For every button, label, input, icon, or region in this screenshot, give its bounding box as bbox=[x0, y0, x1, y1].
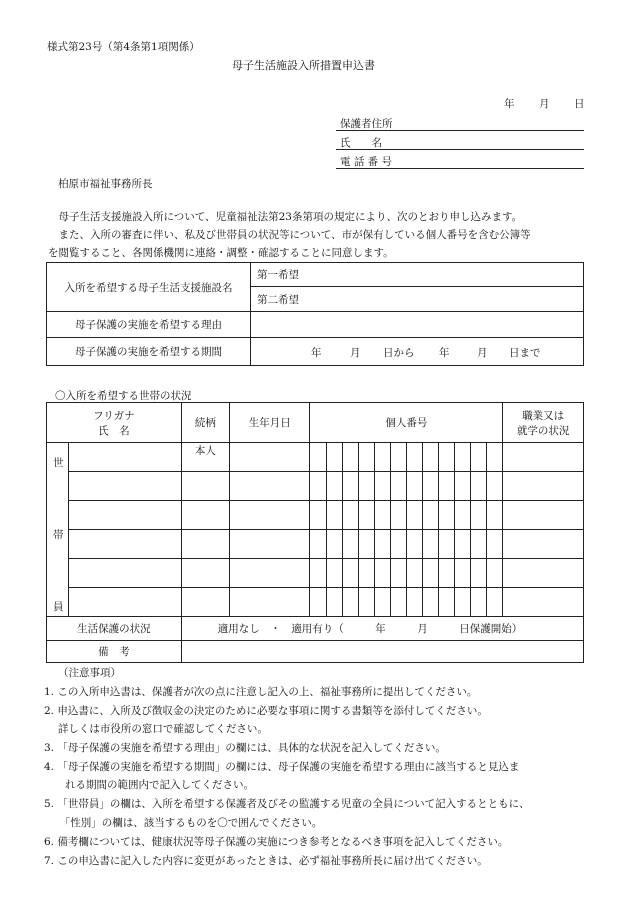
period-year-2: 年 bbox=[439, 347, 450, 359]
household-member-row bbox=[47, 501, 584, 530]
member-birthdate-cell[interactable] bbox=[230, 530, 310, 559]
member-mynumber-digit-cell[interactable] bbox=[487, 443, 503, 472]
member-name-cell[interactable] bbox=[69, 530, 182, 559]
household-side-char: 帯 bbox=[53, 529, 64, 541]
member-relation-self: 本人 bbox=[194, 445, 216, 457]
household-table bbox=[46, 402, 584, 663]
member-job-cell[interactable] bbox=[503, 530, 584, 559]
period-year-1: 年 bbox=[311, 347, 322, 359]
job-header-line-2: 就学の状況 bbox=[516, 424, 570, 437]
note-item-1: 1. この入所申込書は、保護者が次の点に注意し記入の上、福祉事務所に提出してください。 bbox=[44, 686, 478, 698]
member-mynumber-digit-cell[interactable] bbox=[390, 443, 406, 472]
member-mynumber-digit-cell[interactable] bbox=[406, 501, 422, 530]
note-item-5-cont: 「性別」の欄は、該当するものを〇で囲んでください。 bbox=[44, 817, 323, 829]
relation-header: 続柄 bbox=[181, 403, 229, 443]
furigana-name-header bbox=[47, 403, 182, 443]
member-name-cell[interactable] bbox=[69, 588, 182, 617]
first-choice-cell[interactable] bbox=[251, 263, 584, 287]
note-item-2: 2. 申込書に、入所及び徴収金の決定のために必要な事項に関する書類等を添付してください。 bbox=[44, 705, 488, 717]
member-mynumber-digit-cell[interactable] bbox=[406, 472, 422, 501]
member-job-cell[interactable] bbox=[503, 588, 584, 617]
period-day-from: 日から bbox=[383, 347, 415, 359]
member-mynumber-digit-cell[interactable] bbox=[390, 588, 406, 617]
member-mynumber-digit-cell[interactable] bbox=[406, 530, 422, 559]
member-mynumber-digit-cell[interactable] bbox=[471, 443, 487, 472]
member-mynumber-digit-cell[interactable] bbox=[455, 472, 471, 501]
job-header bbox=[503, 403, 584, 443]
member-job-cell[interactable] bbox=[503, 443, 584, 472]
member-relation-cell[interactable] bbox=[181, 501, 229, 530]
furigana-header: フリガナ bbox=[93, 409, 135, 422]
member-mynumber-digit-cell[interactable] bbox=[487, 588, 503, 617]
period-month-2: 月 bbox=[477, 347, 488, 359]
phone-field[interactable] bbox=[336, 168, 584, 169]
member-mynumber-digit-cell[interactable] bbox=[310, 530, 326, 559]
member-mynumber-digit-cell[interactable] bbox=[326, 501, 342, 530]
member-relation-cell[interactable] bbox=[181, 530, 229, 559]
remarks-label: 備 考 bbox=[98, 646, 130, 658]
member-mynumber-digit-cell[interactable] bbox=[422, 443, 438, 472]
member-mynumber-digit-cell[interactable] bbox=[342, 443, 358, 472]
member-relation-cell[interactable] bbox=[181, 472, 229, 501]
member-relation-cell[interactable] bbox=[181, 588, 229, 617]
note-item-2-cont: 詳しくは市役所の窓口で確認してください。 bbox=[44, 723, 268, 735]
reason-field[interactable] bbox=[251, 312, 584, 338]
date-month-label: 月 bbox=[539, 98, 550, 110]
date-day-label: 日 bbox=[574, 98, 585, 110]
notes-heading: （注意事項） bbox=[58, 667, 121, 679]
period-month-1: 月 bbox=[350, 347, 361, 359]
welfare-label-cell bbox=[47, 617, 182, 641]
member-mynumber-digit-cell[interactable] bbox=[310, 501, 326, 530]
member-mynumber-digit-cell[interactable] bbox=[326, 443, 342, 472]
member-mynumber-digit-cell[interactable] bbox=[487, 530, 503, 559]
member-mynumber-digit-cell[interactable] bbox=[390, 472, 406, 501]
facility-label: 入所を希望する母子生活支援施設名 bbox=[64, 281, 233, 294]
second-choice-label: 第二希望 bbox=[257, 293, 299, 306]
note-item-4-cont: れる期間の範囲内で記入してください。 bbox=[44, 779, 254, 791]
member-mynumber-digit-cell[interactable] bbox=[326, 530, 342, 559]
member-birthdate-cell[interactable] bbox=[230, 588, 310, 617]
household-side-label bbox=[47, 443, 69, 617]
member-mynumber-digit-cell[interactable] bbox=[455, 443, 471, 472]
member-job-cell[interactable] bbox=[503, 559, 584, 588]
member-mynumber-digit-cell[interactable] bbox=[439, 472, 455, 501]
welfare-value: 適用なし ・ 適用有り（ 年 月 日保護開始） bbox=[217, 623, 523, 635]
member-mynumber-digit-cell[interactable] bbox=[374, 559, 390, 588]
address-field[interactable] bbox=[336, 130, 584, 131]
second-choice-cell[interactable] bbox=[251, 287, 584, 312]
member-mynumber-digit-cell[interactable] bbox=[326, 588, 342, 617]
member-mynumber-digit-cell[interactable] bbox=[310, 443, 326, 472]
note-item-5: 5. 「世帯員」の欄は、入所を希望する保護者及びその監護する児童の全員について記入するとともに、 bbox=[44, 798, 530, 810]
welfare-label: 生活保護の状況 bbox=[77, 623, 151, 635]
form-number: 様式第23号（第4条第1項関係） bbox=[47, 41, 200, 53]
member-birthdate-cell[interactable] bbox=[230, 501, 310, 530]
member-mynumber-digit-cell[interactable] bbox=[390, 530, 406, 559]
household-member-row bbox=[47, 559, 584, 588]
facility-label-cell bbox=[47, 263, 251, 312]
name-label: 氏 名 bbox=[340, 137, 382, 149]
period-label-cell bbox=[47, 338, 251, 366]
member-mynumber-digit-cell[interactable] bbox=[471, 588, 487, 617]
address-label: 保護者住所 bbox=[340, 118, 393, 130]
mynumber-header: 個人番号 bbox=[310, 403, 503, 443]
member-mynumber-digit-cell[interactable] bbox=[358, 501, 374, 530]
member-mynumber-digit-cell[interactable] bbox=[342, 559, 358, 588]
member-mynumber-digit-cell[interactable] bbox=[471, 501, 487, 530]
member-mynumber-digit-cell[interactable] bbox=[358, 472, 374, 501]
member-mynumber-digit-cell[interactable] bbox=[487, 501, 503, 530]
household-member-row bbox=[47, 472, 584, 501]
job-header-line-1: 職業又は bbox=[522, 409, 565, 422]
household-side-char: 世 bbox=[53, 457, 64, 469]
first-choice-label: 第一希望 bbox=[257, 269, 299, 281]
member-mynumber-digit-cell[interactable] bbox=[439, 588, 455, 617]
member-mynumber-digit-cell[interactable] bbox=[455, 559, 471, 588]
household-member-row bbox=[47, 443, 584, 472]
member-birthdate-cell[interactable] bbox=[230, 443, 310, 472]
member-mynumber-digit-cell[interactable] bbox=[487, 472, 503, 501]
member-mynumber-digit-cell[interactable] bbox=[390, 501, 406, 530]
member-mynumber-digit-cell[interactable] bbox=[358, 588, 374, 617]
member-mynumber-digit-cell[interactable] bbox=[310, 588, 326, 617]
birthdate-header: 生年月日 bbox=[230, 403, 310, 443]
member-mynumber-digit-cell[interactable] bbox=[455, 588, 471, 617]
member-mynumber-digit-cell[interactable] bbox=[406, 559, 422, 588]
household-member-row bbox=[47, 588, 584, 617]
period-field[interactable] bbox=[251, 338, 584, 366]
member-relation-cell[interactable] bbox=[181, 559, 229, 588]
reason-label: 母子保護の実施を希望する理由 bbox=[75, 319, 222, 331]
name-field[interactable] bbox=[336, 149, 584, 150]
note-item-6: 6. 備考欄については、健康状況等母子保護の実施につき参考となるべき事項を記入してください。 bbox=[44, 836, 509, 848]
member-birthdate-cell[interactable] bbox=[230, 559, 310, 588]
member-relation-cell[interactable] bbox=[181, 443, 229, 472]
member-name-cell[interactable] bbox=[69, 559, 182, 588]
member-mynumber-digit-cell[interactable] bbox=[390, 559, 406, 588]
welfare-field[interactable] bbox=[181, 617, 583, 641]
member-name-cell[interactable] bbox=[69, 472, 182, 501]
member-mynumber-digit-cell[interactable] bbox=[471, 472, 487, 501]
name-header: 氏 名 bbox=[98, 424, 130, 437]
member-name-cell[interactable] bbox=[69, 501, 182, 530]
member-mynumber-digit-cell[interactable] bbox=[326, 472, 342, 501]
member-mynumber-digit-cell[interactable] bbox=[439, 443, 455, 472]
member-mynumber-digit-cell[interactable] bbox=[374, 443, 390, 472]
period-label: 母子保護の実施を希望する期間 bbox=[75, 346, 222, 358]
note-item-7: 7. この申込書に記入した内容に変更があったときは、必ず福祉事務所長に届け出てください。 bbox=[44, 855, 488, 867]
member-mynumber-digit-cell[interactable] bbox=[342, 501, 358, 530]
member-mynumber-digit-cell[interactable] bbox=[342, 530, 358, 559]
member-mynumber-digit-cell[interactable] bbox=[406, 588, 422, 617]
member-mynumber-digit-cell[interactable] bbox=[374, 530, 390, 559]
member-mynumber-digit-cell[interactable] bbox=[422, 472, 438, 501]
facility-table bbox=[46, 262, 584, 366]
member-mynumber-digit-cell[interactable] bbox=[342, 472, 358, 501]
member-mynumber-digit-cell[interactable] bbox=[310, 472, 326, 501]
member-mynumber-digit-cell[interactable] bbox=[310, 559, 326, 588]
member-mynumber-digit-cell[interactable] bbox=[455, 501, 471, 530]
member-mynumber-digit-cell[interactable] bbox=[358, 530, 374, 559]
member-birthdate-cell[interactable] bbox=[230, 472, 310, 501]
phone-label: 電 話 番 号 bbox=[340, 156, 393, 168]
member-mynumber-digit-cell[interactable] bbox=[422, 559, 438, 588]
addressee: 柏原市福祉事務所長 bbox=[58, 178, 153, 190]
member-mynumber-digit-cell[interactable] bbox=[422, 530, 438, 559]
member-mynumber-digit-cell[interactable] bbox=[439, 530, 455, 559]
household-side-char: 員 bbox=[53, 601, 64, 613]
member-mynumber-digit-cell[interactable] bbox=[406, 443, 422, 472]
member-mynumber-digit-cell[interactable] bbox=[439, 501, 455, 530]
reason-label-cell bbox=[47, 312, 251, 338]
member-mynumber-digit-cell[interactable] bbox=[422, 501, 438, 530]
intro-line-2: また、入所の審査に伴い、私及び世帯員の状況等について、市が保有している個人番号を含む公簿等 bbox=[48, 229, 531, 241]
note-item-4: 4. 「母子保護の実施を希望する期間」の欄には、母子保護の実施を希望する理由に該当すると見込ま bbox=[44, 761, 520, 773]
member-mynumber-digit-cell[interactable] bbox=[455, 530, 471, 559]
member-mynumber-digit-cell[interactable] bbox=[374, 472, 390, 501]
member-mynumber-digit-cell[interactable] bbox=[471, 559, 487, 588]
household-member-row bbox=[47, 530, 584, 559]
page-title: 母子生活施設入所措置申込書 bbox=[232, 59, 375, 72]
member-mynumber-digit-cell[interactable] bbox=[326, 559, 342, 588]
member-mynumber-digit-cell[interactable] bbox=[487, 559, 503, 588]
member-mynumber-digit-cell[interactable] bbox=[422, 588, 438, 617]
remarks-field[interactable] bbox=[181, 641, 583, 663]
member-mynumber-digit-cell[interactable] bbox=[358, 559, 374, 588]
member-mynumber-digit-cell[interactable] bbox=[374, 501, 390, 530]
note-item-3: 3. 「母子保護の実施を希望する理由」の欄には、具体的な状況を記入してください。 bbox=[44, 742, 446, 754]
date-year-label: 年 bbox=[504, 98, 515, 110]
member-mynumber-digit-cell[interactable] bbox=[342, 588, 358, 617]
member-mynumber-digit-cell[interactable] bbox=[374, 588, 390, 617]
member-name-cell[interactable] bbox=[69, 443, 182, 472]
member-mynumber-digit-cell[interactable] bbox=[471, 530, 487, 559]
household-heading: 〇入所を希望する世帯の状況 bbox=[55, 390, 192, 402]
member-job-cell[interactable] bbox=[503, 472, 584, 501]
member-mynumber-digit-cell[interactable] bbox=[358, 443, 374, 472]
member-mynumber-digit-cell[interactable] bbox=[439, 559, 455, 588]
period-day-to: 日まで bbox=[509, 347, 541, 359]
intro-line-3: を閲覧すること、各関係機関に連絡・調整・確認することに同意します。 bbox=[48, 247, 394, 259]
member-job-cell[interactable] bbox=[503, 501, 584, 530]
intro-line-1: 母子生活支援施設入所について、児童福祉法第23条第項の規定により、次のとおり申し込みます。 bbox=[48, 211, 523, 223]
remarks-label-cell bbox=[47, 641, 182, 663]
